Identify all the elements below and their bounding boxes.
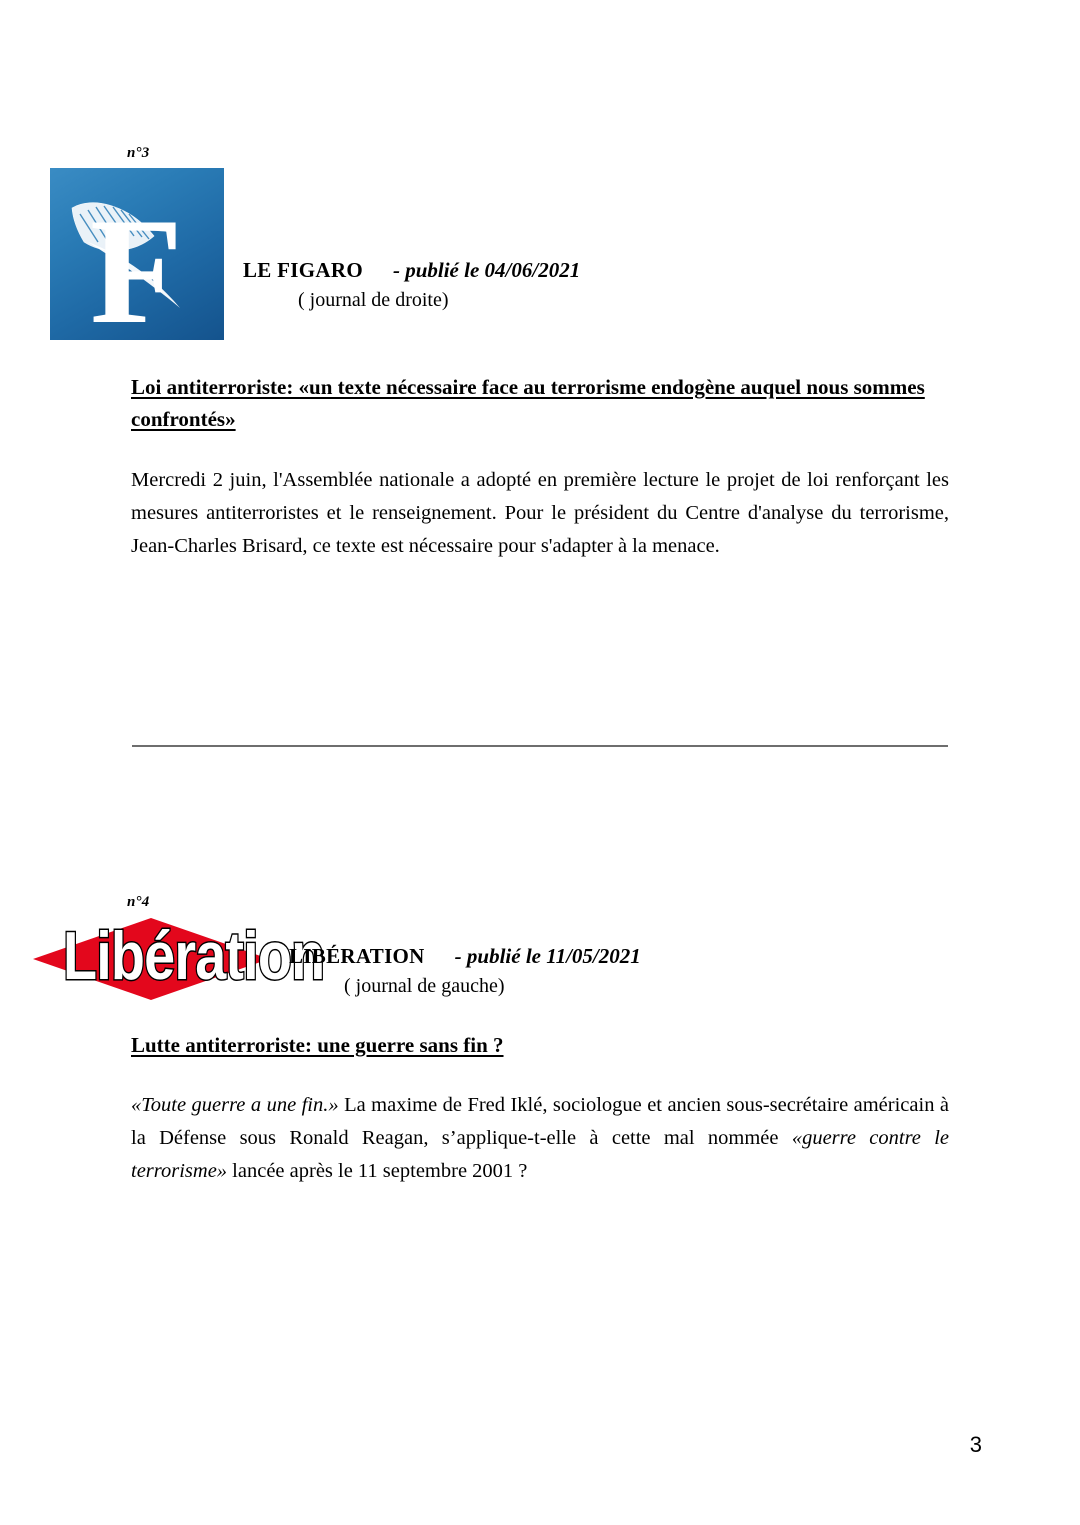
clipping-marker-2: n°4 — [127, 894, 150, 910]
body-segment-quote-2: «guerre contre le terrorisme» — [131, 1127, 949, 1182]
figaro-logo — [50, 168, 224, 340]
liberation-masthead — [289, 941, 641, 1001]
publication-date-liberation: - publié le 11/05/2021 — [454, 944, 641, 968]
paper-name-figaro: LE FIGARO — [243, 258, 363, 282]
liberation-masthead-line — [289, 941, 641, 971]
body-segment-2: La maxime de Fred Iklé, sociologue et ancien sous-secrétaire américain à la Défense sous Ronald Reagan, s’applique-t-elle à cette mal nommée — [131, 1094, 950, 1149]
page-number: 3 — [969, 1432, 982, 1457]
paper-name-liberation: LIBÉRATION — [289, 944, 425, 968]
body-segment-quote-1: «Toute guerre a une fin.» — [131, 1094, 339, 1116]
body-segment: Mercredi 2 juin, l'Assemblée nationale a adopté en première lecture le projet de loi renforçant les mesures antiterroristes et le renseignement. Pour le président du Centre d'analyse du terrorisme, Jean-Charles Brisard, ce texte est nécessaire pour s'adapter à la menace. — [131, 469, 949, 557]
political-leaning-liberation: ( journal de gauche) — [344, 975, 505, 997]
figaro-logo-letter: F — [90, 187, 181, 340]
body-text-liberation — [131, 1089, 949, 1188]
clipping-marker-1: n°3 — [127, 145, 150, 161]
headline-figaro: Loi antiterroriste: «un texte nécessaire face au terrorisme endogène auquel nous sommes confrontés» — [131, 375, 925, 431]
liberation-wordmark: Libération — [63, 918, 325, 994]
liberation-logo — [33, 912, 325, 1004]
body-segment-4: lancée après le 11 septembre 2001 ? — [227, 1160, 528, 1182]
figaro-masthead — [243, 255, 580, 315]
political-leaning-figaro: ( journal de droite) — [298, 289, 449, 311]
figaro-masthead-line — [243, 255, 580, 285]
section-divider — [132, 745, 948, 747]
body-text-figaro — [131, 464, 949, 563]
publication-date-figaro: - publié le 04/06/2021 — [392, 258, 581, 282]
headline-liberation: Lutte antiterroriste: une guerre sans fin ? — [131, 1033, 504, 1057]
